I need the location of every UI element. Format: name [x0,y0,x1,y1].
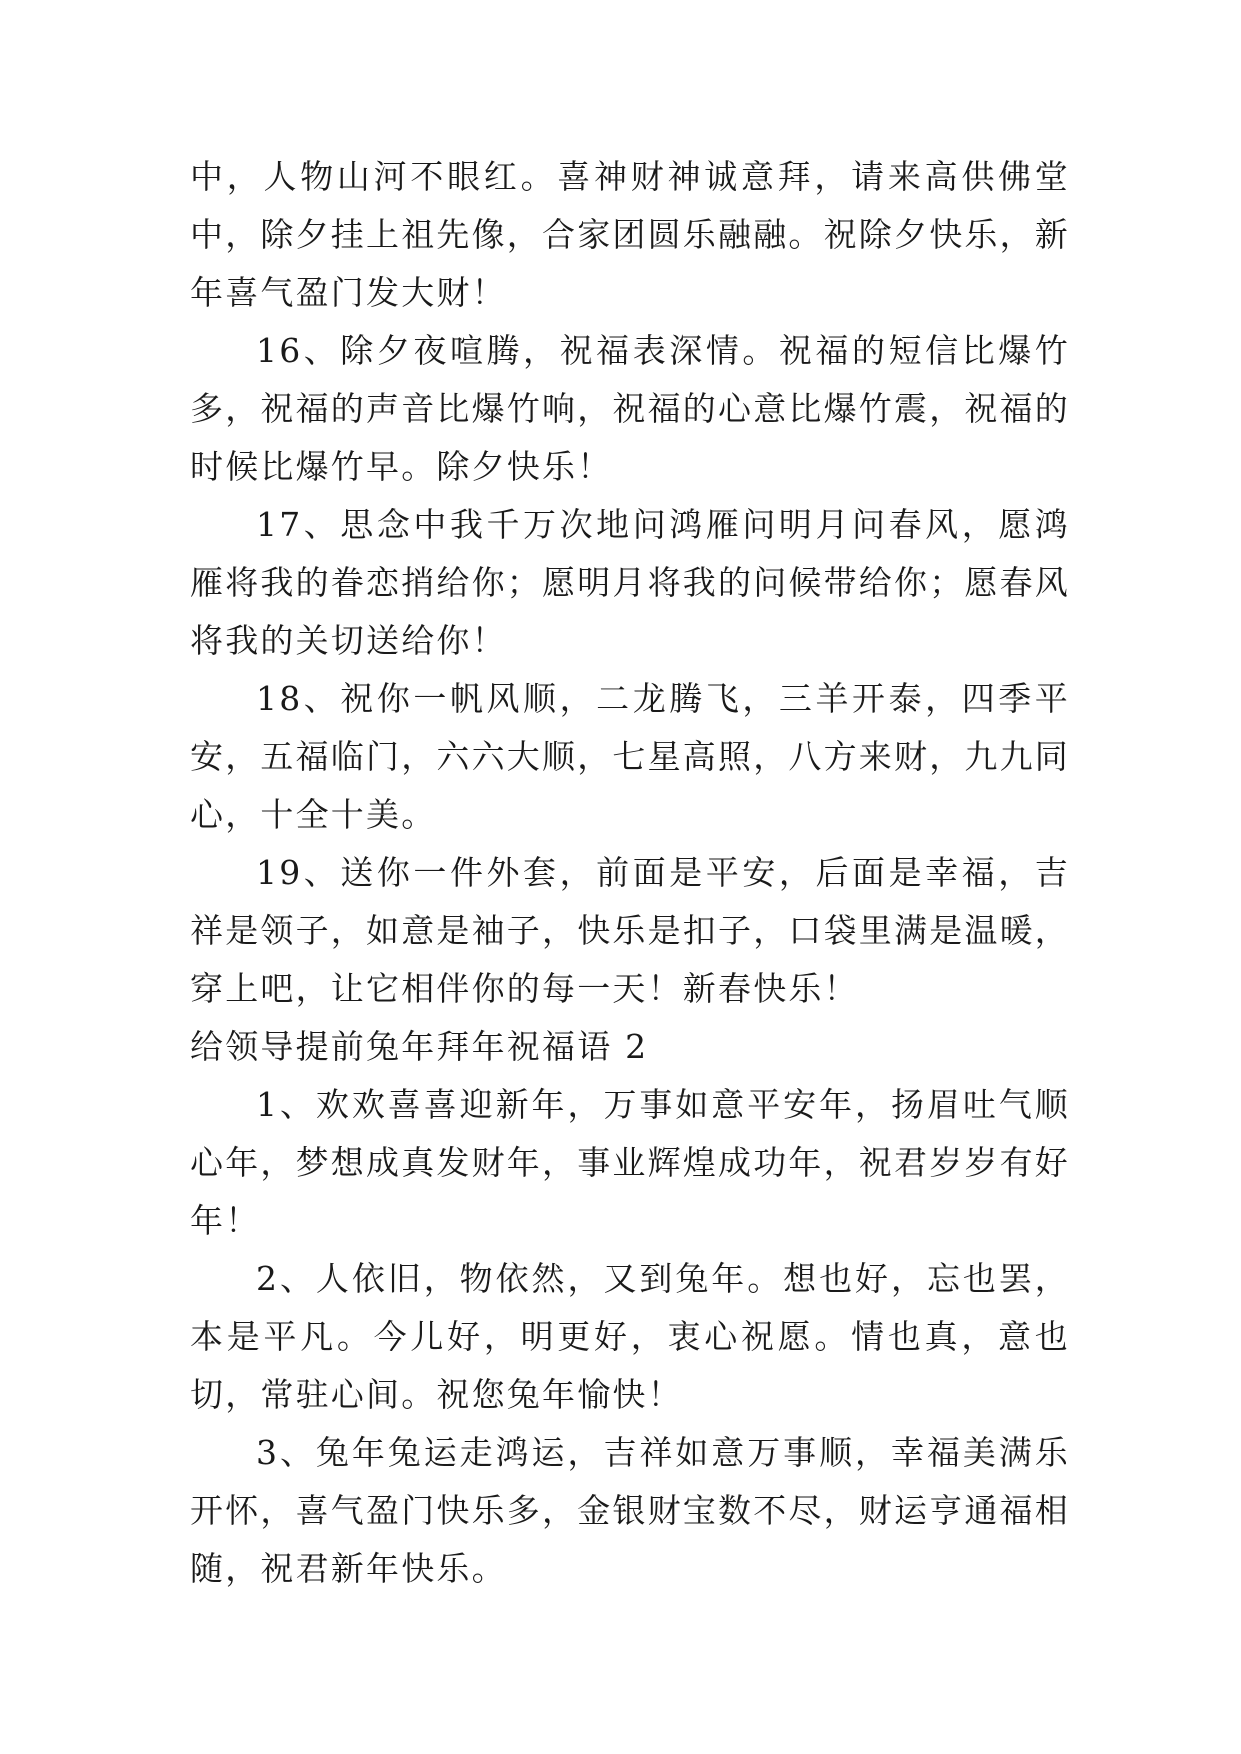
paragraph-continuation: 中，人物山河不眼红。喜神财神诚意拜，请来高供佛堂中，除夕挂上祖先像，合家团圆乐融融。祝除夕快乐，新年喜气盈门发大财！ [190,157,1070,312]
section-heading: 给领导提前兔年拜年祝福语 2 [190,1027,649,1066]
paragraph-section-item-1: 1、欢欢喜喜迎新年，万事如意平安年，扬眉吐气顺心年，梦想成真发财年，事业辉煌成功年，祝君岁岁有好年！ [190,1085,1070,1240]
paragraph-item-18: 18、祝你一帆风顺，二龙腾飞，三羊开泰，四季平安，五福临门，六六大顺，七星高照，八方来财，九九同心，十全十美。 [190,679,1070,834]
paragraph-item-16: 16、除夕夜喧腾，祝福表深情。祝福的短信比爆竹多，祝福的声音比爆竹响，祝福的心意比爆竹震，祝福的时候比爆竹早。除夕快乐！ [190,331,1070,486]
paragraph-section-item-3: 3、兔年兔运走鸿运，吉祥如意万事顺，幸福美满乐开怀，喜气盈门快乐多，金银财宝数不尽，财运亨通福相随，祝君新年快乐。 [190,1433,1070,1588]
paragraph-section-item-2: 2、人依旧，物依然，又到兔年。想也好，忘也罢，本是平凡。今儿好，明更好，衷心祝愿。情也真，意也切，常驻心间。祝您兔年愉快！ [190,1259,1070,1414]
document-page [190,148,1070,1598]
paragraph-item-19: 19、送你一件外套，前面是平安，后面是幸福，吉祥是领子，如意是袖子，快乐是扣子，口袋里满是温暖，穿上吧，让它相伴你的每一天！新春快乐！ [190,853,1070,1008]
paragraph-item-17: 17、思念中我千万次地问鸿雁问明月问春风，愿鸿雁将我的眷恋捎给你；愿明月将我的问候带给你；愿春风将我的关切送给你！ [190,505,1070,660]
